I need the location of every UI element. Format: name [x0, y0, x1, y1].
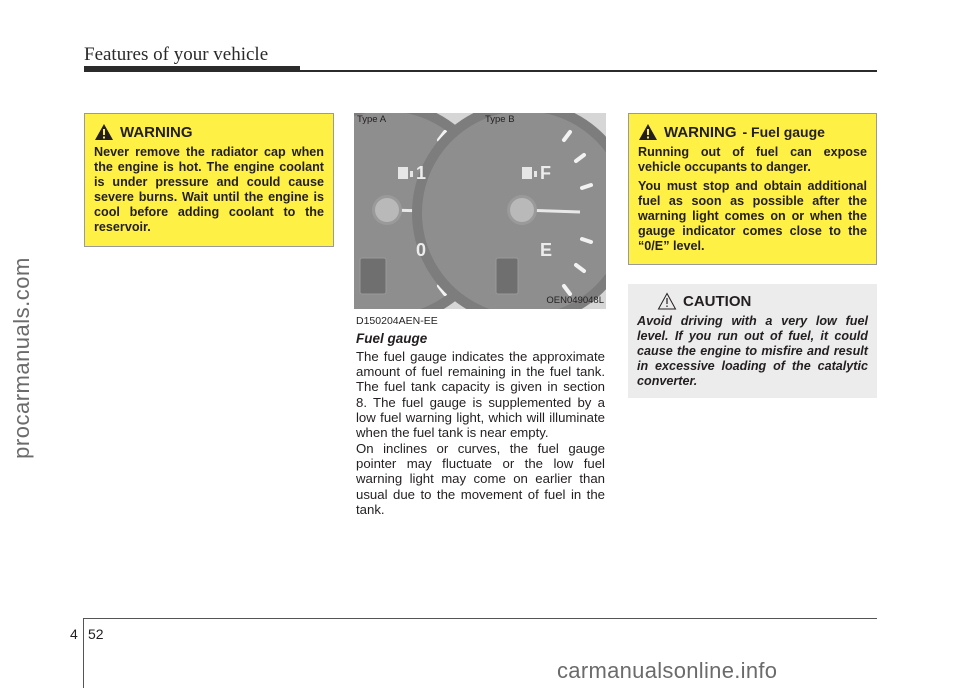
header-rule-thin — [300, 70, 877, 72]
warning-triangle-icon — [638, 123, 658, 141]
warning-title: WARNING — [120, 123, 193, 141]
warning-heading — [638, 123, 867, 141]
chapter-number: 4 — [70, 626, 78, 642]
gauge-b-bottom-mark: E — [540, 240, 553, 260]
warning-text-1: Running out of fuel can expose vehicle occupants to danger. — [638, 145, 867, 174]
caution-heading — [637, 292, 868, 310]
warning-box-fuel-gauge — [628, 113, 877, 265]
warning-title: WARNING — [664, 123, 737, 141]
watermark-left — [4, 228, 40, 488]
warning-text-2: You must stop and obtain additional fuel as soon as possible after the warning light comes on or when the gauge indicator comes close to the “0/E” level. — [638, 179, 867, 253]
gauge-a-bottom-mark: 0 — [416, 240, 427, 260]
gauge-b-top-mark: F — [540, 163, 551, 183]
header-rule-thick — [84, 66, 300, 72]
fuel-gauge-illustration — [354, 113, 606, 309]
fuel-gauge-paragraph-1: The fuel gauge indicates the approximate amount of fuel remaining in the fuel tank. The fuel tank capacity is given in section 8. The fuel gauge is supplemented by a low fuel warning light, which will illuminate when the fuel tank is near empty. — [356, 349, 605, 441]
caution-text: Avoid driving with a very low fuel level. If you run out of fuel, it could cause the engine to misfire and result in excessive loading of the catalytic converter. — [637, 314, 868, 388]
type-b-label: Type B — [485, 114, 515, 125]
warning-subtitle: - Fuel gauge — [742, 124, 825, 140]
gauge-a-top-mark: 1 — [416, 163, 427, 183]
caution-triangle-icon — [657, 292, 677, 310]
watermark-bottom: carmanualsonline.info — [557, 658, 778, 683]
warning-text: Never remove the radiator cap when the engine is hot. The engine coolant is under pressure and could cause severe burns. Wait until the engine is cool before adding coolant to the reservoir. — [94, 145, 324, 234]
figure-code: OEN049048L — [546, 295, 604, 306]
section-code: D150204AEN-EE — [356, 315, 438, 327]
warning-box-radiator — [84, 113, 334, 247]
type-a-label: Type A — [357, 114, 387, 125]
footer-divider — [83, 618, 84, 688]
section-subheading: Fuel gauge — [356, 331, 428, 346]
fuel-gauge-figure — [354, 113, 606, 309]
fuel-gauge-paragraph-2: On inclines or curves, the fuel gauge pointer may fluctuate or the low fuel warning light may come on earlier than usual due to the movement of fuel in the tank. — [356, 441, 605, 517]
warning-triangle-icon — [94, 123, 114, 141]
watermark-left-text: procarmanuals.com — [9, 257, 34, 459]
footer-rule — [84, 618, 877, 619]
page-number: 52 — [88, 626, 104, 642]
page-header-title: Features of your vehicle — [84, 44, 269, 65]
caution-title: CAUTION — [683, 292, 752, 310]
warning-heading — [94, 123, 324, 141]
gauge-type-b — [412, 113, 606, 309]
caution-box — [628, 284, 877, 398]
